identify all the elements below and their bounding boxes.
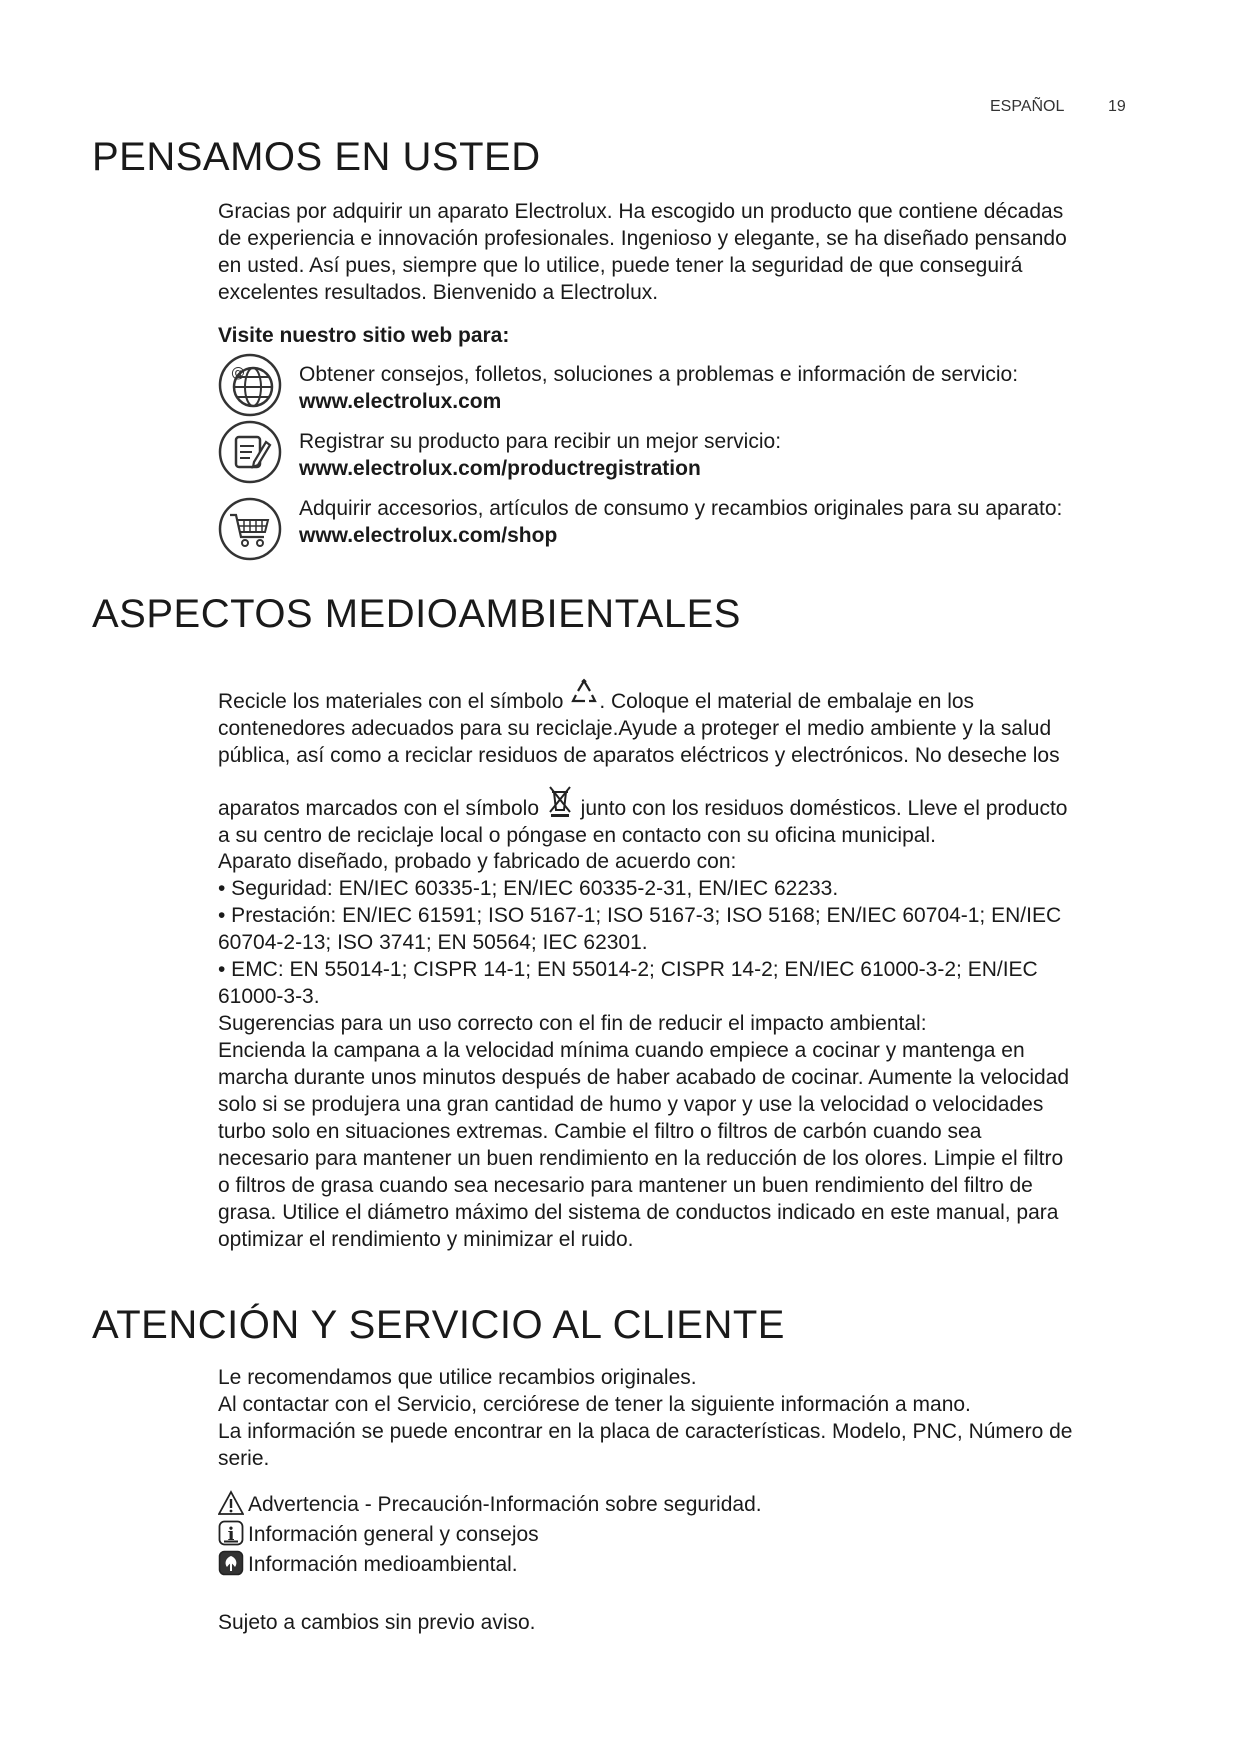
standards-line: o filtros de grasa cuando sea necesario para mantener un buen rendimiento del filtro de [218,1174,1033,1197]
recycle-text: junto con los residuos domésticos. Lleve el producto [574,797,1068,820]
section-title-pensamos: PENSAMOS EN USTED [92,135,541,179]
section-title-medioambientales: ASPECTOS MEDIOAMBIENTALES [92,592,741,636]
register-form-icon [218,420,282,484]
link-description: Registrar su producto para recibir un mejor servicio: [299,430,782,453]
link-url[interactable]: www.electrolux.com/shop [299,524,558,547]
legend-text: Información general y consejos [248,1523,539,1546]
shopping-cart-icon [218,497,282,561]
link-description: Obtener consejos, folletos, soluciones a problemas e información de servicio: [299,363,1019,386]
standards-line: turbo solo en situaciones extremas. Cambie el filtro o filtros de carbón cuando sea [218,1120,982,1143]
standards-line: 61000-3-3. [218,985,320,1008]
legend-info [218,1520,539,1549]
standards-line: Encienda la campana a la velocidad mínima cuando empiece a cocinar y mantenga en [218,1039,1025,1062]
standards-line: solo si se produjera una gran cantidad de humo y vapor y use la velocidad o velocidades [218,1093,1044,1116]
footer-note: Sujeto a cambios sin previo aviso. [218,1611,536,1634]
recycle-paragraph [218,676,1138,849]
legend-environment [218,1550,518,1579]
section-title-atencion: ATENCIÓN Y SERVICIO AL CLIENTE [92,1303,785,1347]
service-line: La información se puede encontrar en la placa de características. Modelo, PNC, Número de [218,1420,1073,1443]
link-item-registration [299,428,1159,482]
weee-bin-icon [545,783,575,819]
globe-icon [218,353,282,417]
standards-line: Aparato diseñado, probado y fabricado de acuerdo con: [218,850,737,873]
standards-line: 60704-2-13; ISO 3741; EN 50564; IEC 62301. [218,931,648,954]
environment-icon [218,1550,244,1576]
language-label: ESPAÑOL [990,98,1065,115]
intro-paragraph [218,198,1138,306]
recycle-icon [569,676,599,710]
intro-line: de experiencia e innovación profesionales. Ingenioso y elegante, se ha diseñado pensando [218,227,1067,250]
intro-line: excelentes resultados. Bienvenido a Electrolux. [218,281,659,304]
intro-line: en usted. Así pues, siempre que lo utilice, puede tener la seguridad de que conseguirá [218,254,1023,277]
service-line: Le recomendamos que utilice recambios originales. [218,1366,697,1389]
page-header [990,98,1126,116]
link-url[interactable]: www.electrolux.com [299,390,502,413]
svg-text:i: i [227,1524,235,1545]
legend-warning [218,1490,762,1519]
link-url[interactable]: www.electrolux.com/productregistration [299,457,701,480]
link-item-tips [299,361,1159,415]
link-item-shop [299,495,1159,549]
recycle-line [218,783,1138,822]
info-icon [218,1520,244,1546]
recycle-line: pública, así como a reciclar residuos de aparatos eléctricos y electrónicos. No deseche los [218,744,1060,767]
recycle-line [218,676,1138,715]
page-number: 19 [1108,98,1126,115]
recycle-line: contenedores adecuados para su reciclaje.Ayude a proteger el medio ambiente y la salud [218,717,1052,740]
service-paragraph [218,1364,1138,1472]
service-line: Al contactar con el Servicio, cerciórese de tener la siguiente información a mano. [218,1393,971,1416]
standards-line: • Prestación: EN/IEC 61591; ISO 5167-1; ISO 5167-3; ISO 5168; EN/IEC 60704-1; EN/IEC [218,904,1062,927]
legend-text: Información medioambiental. [248,1553,518,1576]
service-line: serie. [218,1447,270,1470]
recycle-text: . Coloque el material de embalaje en los [599,690,975,713]
standards-paragraph [218,848,1138,1253]
standards-line: grasa. Utilice el diámetro máximo del sistema de conductos indicado en este manual, para [218,1201,1059,1224]
standards-line: • Seguridad: EN/IEC 60335-1; EN/IEC 60335-2-31, EN/IEC 62233. [218,877,839,900]
link-description: Adquirir accesorios, artículos de consumo y recambios originales para su aparato: [299,497,1063,520]
intro-line: Gracias por adquirir un aparato Electrolux. Ha escogido un producto que contiene décadas [218,200,1064,223]
standards-line: necesario para mantener un buen rendimiento en la reducción de los olores. Limpie el filtro [218,1147,1064,1170]
recycle-line: a su centro de reciclaje local o póngase en contacto con su oficina municipal. [218,824,936,847]
visit-heading: Visite nuestro sitio web para: [218,324,510,347]
recycle-text: Recicle los materiales con el símbolo [218,690,564,713]
standards-line: marcha durante unos minutos después de haber acabado de cocinar. Aumente la velocidad [218,1066,1070,1089]
standards-line: • EMC: EN 55014-1; CISPR 14-1; EN 55014-2; CISPR 14-2; EN/IEC 61000-3-2; EN/IEC [218,958,1038,981]
recycle-text: aparatos marcados con el símbolo [218,797,539,820]
warning-icon [218,1490,244,1516]
standards-line: Sugerencias para un uso correcto con el fin de reducir el impacto ambiental: [218,1012,927,1035]
standards-line: optimizar el rendimiento y minimizar el ruido. [218,1228,634,1251]
legend-text: Advertencia - Precaución-Información sobre seguridad. [248,1493,762,1516]
svg-text:@: @ [231,365,245,381]
